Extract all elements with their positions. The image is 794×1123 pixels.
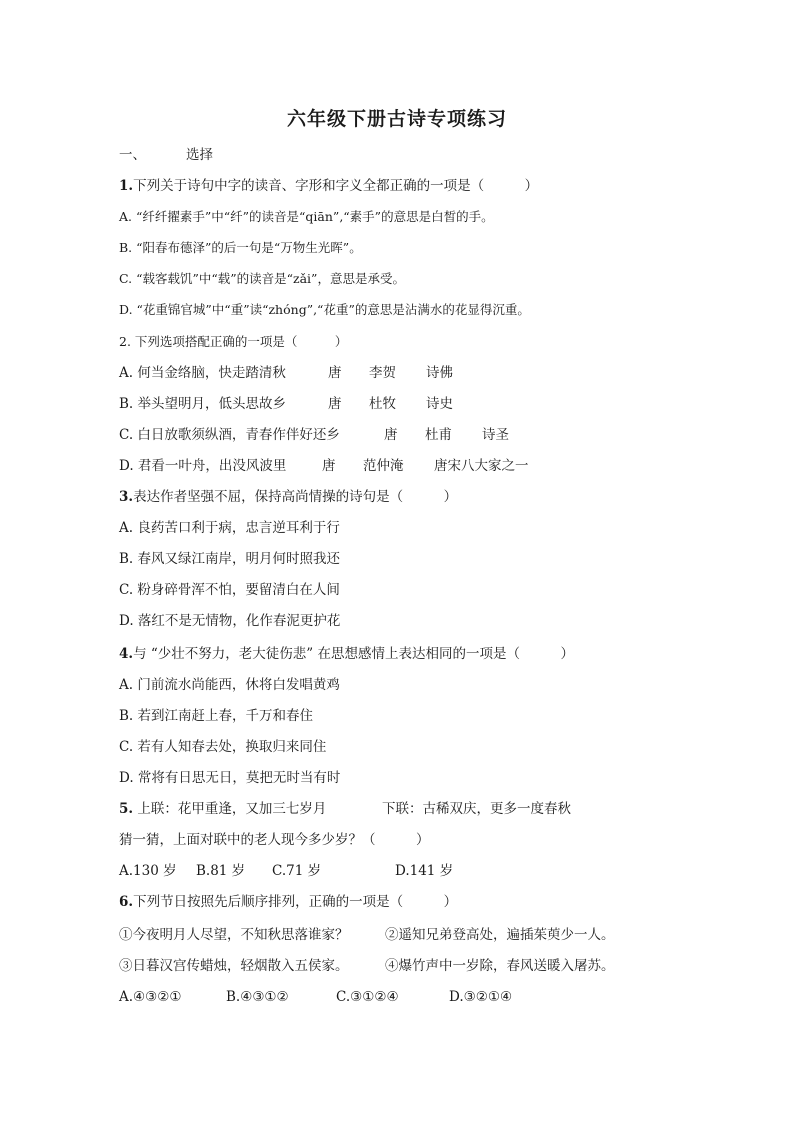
option-author: 李贺 xyxy=(369,365,396,381)
option-note: 诗圣 xyxy=(482,427,509,443)
question-1-option-b: B. “阳春布德泽”的后一句是“万物生光晖”。 xyxy=(119,240,362,255)
question-6-stem xyxy=(119,893,457,911)
question-1-option-d: D. “花重锦官城”中“重”读“zhóng”,“花重”的意思是沾满水的花显得沉重。 xyxy=(119,302,530,317)
option-author: 杜甫 xyxy=(425,427,452,443)
question-5-option-c: C.71 岁 xyxy=(272,863,322,879)
option-note: 诗史 xyxy=(426,396,453,412)
question-3-stem xyxy=(119,488,457,506)
couplet-upper: 上联：花甲重逢，又加三七岁月 xyxy=(137,801,327,817)
question-2-option-a xyxy=(119,364,453,382)
question-6-text: 下列节日按照先后顺序排列，正确的一项是（ ） xyxy=(133,894,458,910)
question-1-option-c: C. “载客载饥”中“载”的读音是“zǎi”，意思是承受。 xyxy=(119,271,405,286)
question-4-option-c: C. 若有人知春去处，换取归来同住 xyxy=(119,739,327,755)
question-1-option-a: A. “纤纤擢素手”中“纤”的读音是“qiān”,“素手”的意思是白皙的手。 xyxy=(119,209,494,224)
option-dynasty: 唐 xyxy=(328,365,342,381)
verse-2: ②遥知兄弟登高处，遍插茱萸少一人。 xyxy=(385,927,615,943)
question-4-stem xyxy=(119,645,574,663)
question-5-stem: 猜一猜，上面对联中的老人现今多少岁？（ ） xyxy=(119,832,430,848)
question-3-text: 表达作者坚强不屈，保持高尚情操的诗句是（ ） xyxy=(133,489,458,505)
section-label: 选择 xyxy=(186,147,213,163)
verse-4: ④爆竹声中一岁除，春风送暖入屠苏。 xyxy=(385,958,615,974)
question-4-number: 4. xyxy=(119,646,134,662)
option-dynasty: 唐 xyxy=(328,396,342,412)
question-3-number: 3. xyxy=(119,489,134,505)
question-5-option-d: D.141 岁 xyxy=(395,863,454,879)
option-text: C. 白日放歌须纵酒，青春作伴好还乡 xyxy=(119,427,340,443)
option-note: 诗佛 xyxy=(426,365,453,381)
question-5-number: 5. xyxy=(119,801,134,817)
option-text: D. 君看一叶舟，出没风波里 xyxy=(119,458,287,474)
page-title: 六年级下册古诗专项练习 xyxy=(286,108,507,130)
question-6-option-d: D.③②①④ xyxy=(449,989,513,1005)
question-6-option-a: A.④③②① xyxy=(119,989,182,1005)
question-3-option-a: A. 良药苦口利于病，忠言逆耳利于行 xyxy=(119,520,340,536)
question-2-option-b xyxy=(119,395,453,413)
question-2-stem: 2. 下列选项搭配正确的一项是（ ） xyxy=(119,334,348,349)
question-2-option-c xyxy=(119,426,509,444)
verse-1: ①今夜明月人尽望，不知秋思落谁家？ xyxy=(119,927,349,943)
question-1-text: 下列关于诗句中字的读音、字形和字义全都正确的一项是（ ） xyxy=(133,178,539,194)
question-6-options xyxy=(119,988,513,1006)
verse-3: ③日暮汉宫传蜡烛，轻烟散入五侯家。 xyxy=(119,958,349,974)
question-1-stem xyxy=(119,177,538,195)
question-3-option-d: D. 落红不是无情物，化作春泥更护花 xyxy=(119,613,341,629)
question-6-verses-2 xyxy=(119,957,615,975)
option-dynasty: 唐 xyxy=(384,427,398,443)
question-4-option-b: B. 若到江南赶上春，千万和春住 xyxy=(119,708,314,724)
option-dynasty: 唐 xyxy=(322,458,336,474)
question-4-option-a: A. 门前流水尚能西，休将白发唱黄鸡 xyxy=(119,677,340,693)
question-5-option-a: A.130 岁 xyxy=(119,863,177,879)
question-6-number: 6. xyxy=(119,894,134,910)
option-text: A. 何当金络脑，快走踏清秋 xyxy=(119,365,286,381)
question-3-option-c: C. 粉身碎骨浑不怕，要留清白在人间 xyxy=(119,582,340,598)
question-1-number: 1. xyxy=(119,178,134,194)
section-heading xyxy=(119,146,213,164)
question-4-text: 与 “少壮不努力，老大徒伤悲” 在思想感情上表达相同的一项是（ ） xyxy=(133,646,574,662)
question-5-option-b: B.81 岁 xyxy=(196,863,246,879)
couplet-lower: 下联：古稀双庆，更多一度春秋 xyxy=(382,801,571,817)
option-text: B. 举头望明月，低头思故乡 xyxy=(119,396,287,412)
question-4-option-d: D. 常将有日思无日，莫把无时当有时 xyxy=(119,770,341,786)
question-5-options xyxy=(119,862,454,880)
question-5-couplet xyxy=(119,800,571,818)
option-author: 杜牧 xyxy=(369,396,396,412)
question-6-verses-1 xyxy=(119,926,615,944)
question-6-option-b: B.④③①② xyxy=(226,989,289,1005)
section-number: 一、 xyxy=(119,147,146,163)
option-note: 唐宋八大家之一 xyxy=(434,458,529,474)
question-6-option-c: C.③①②④ xyxy=(336,989,399,1005)
question-2-option-d xyxy=(119,457,529,475)
option-author: 范仲淹 xyxy=(363,458,404,474)
question-3-option-b: B. 春风又绿江南岸，明月何时照我还 xyxy=(119,551,341,567)
